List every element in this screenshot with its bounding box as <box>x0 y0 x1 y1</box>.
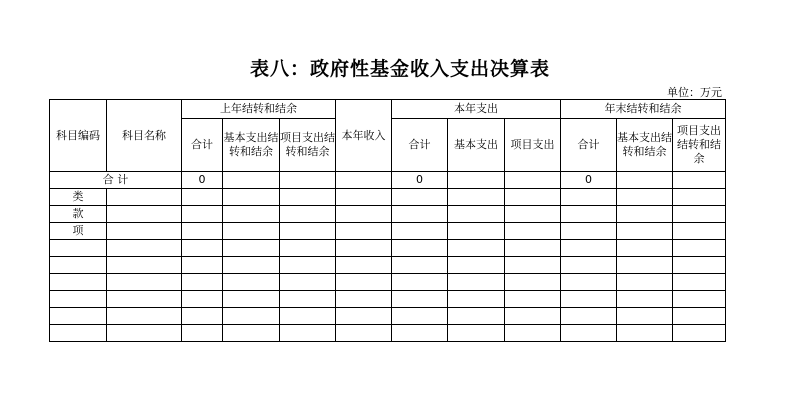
table-cell <box>223 172 280 189</box>
table-cell <box>280 172 336 189</box>
table-cell <box>617 172 673 189</box>
header-exp-basic: 基本支出 <box>448 119 505 172</box>
table-cell <box>336 172 392 189</box>
class-row <box>50 189 726 206</box>
class-label: 类 <box>50 189 107 206</box>
total-row <box>50 172 726 189</box>
header-exp-project: 项目支出 <box>505 119 561 172</box>
header-group-prev: 上年结转和结余 <box>182 100 336 119</box>
sub-row <box>50 223 726 240</box>
budget-table <box>49 99 726 342</box>
total-exp-value: 0 <box>392 172 448 189</box>
item-label: 款 <box>50 206 107 223</box>
header-end-project: 项目支出结转和结余 <box>673 119 726 172</box>
sub-label: 项 <box>50 223 107 240</box>
header-group-end: 年末结转和结余 <box>561 100 726 119</box>
total-prev-value: 0 <box>182 172 223 189</box>
header-code: 科目编码 <box>50 100 107 172</box>
total-label: 合 计 <box>50 172 182 189</box>
header-exp-total: 合计 <box>392 119 448 172</box>
table-row <box>50 240 726 257</box>
header-name: 科目名称 <box>107 100 182 172</box>
table-cell <box>448 172 505 189</box>
total-end-value: 0 <box>561 172 617 189</box>
table-row <box>50 308 726 325</box>
header-prev-project: 项目支出结转和结余 <box>280 119 336 172</box>
unit-label: 单位：万元 <box>667 86 722 99</box>
header-prev-basic: 基本支出结转和结余 <box>223 119 280 172</box>
header-end-total: 合计 <box>561 119 617 172</box>
page-title: 表八：政府性基金收入支出决算表 <box>249 58 550 80</box>
table-row <box>50 325 726 342</box>
table-row <box>50 291 726 308</box>
header-end-basic: 基本支出结转和结余 <box>617 119 673 172</box>
header-group-exp: 本年支出 <box>392 100 561 119</box>
item-row <box>50 206 726 223</box>
header-income: 本年收入 <box>336 100 392 172</box>
table-row <box>50 274 726 291</box>
header-row-1 <box>50 100 726 119</box>
table-cell <box>505 172 561 189</box>
table-row <box>50 257 726 274</box>
table-cell <box>673 172 726 189</box>
header-prev-total: 合计 <box>182 119 223 172</box>
